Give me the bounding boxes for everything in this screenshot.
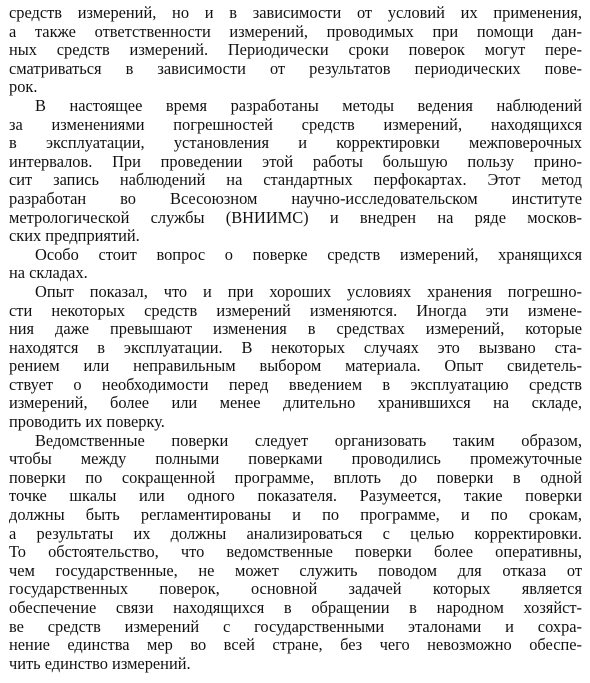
paragraph-warehouse-storage xyxy=(9,246,582,283)
text-line: сти некоторых средств измерений изменяются. Иногда эти измене- xyxy=(9,300,582,320)
text-line: ских предприятий. xyxy=(9,226,140,246)
text-line: на складах. xyxy=(9,263,88,283)
text-line: ве средств измерений с государственными эталонами и сохра- xyxy=(9,616,582,636)
text-line: интервалов. При проведении этой работы большую пользу прино- xyxy=(9,151,582,171)
text-line: проводить их поверку. xyxy=(9,412,165,432)
text-line: точке шкалы или одного показателя. Разумеется, такие поверки xyxy=(9,486,582,506)
text-line: Ведомственные поверки следует организовать таким образом, xyxy=(35,430,582,450)
text-line: разработан во Всесоюзном научно-исследовательском институте xyxy=(9,188,582,208)
text-line: должны быть регламентированы и по программе, и по срокам, xyxy=(9,505,582,525)
text-line: В настоящее время разработаны методы ведения наблюдений xyxy=(35,95,582,115)
text-line: метрологической службы (ВНИИМС) и внедрен на ряде москов- xyxy=(9,207,582,227)
text-line: Особо стоит вопрос о поверке средств измерений, хранящихся xyxy=(35,244,582,264)
text-line: ных средств измерений. Периодически сроки поверок могут пере- xyxy=(9,40,582,60)
text-line: ствует о необходимости перед введением в эксплуатацию средств xyxy=(9,374,582,394)
text-line: чтобы между полными поверками проводились промежуточные xyxy=(9,449,582,469)
text-line: сматриваться в зависимости от результатов периодических пове- xyxy=(9,58,582,78)
text-line: рением или неправильным выбором материала. Опыт свидетель- xyxy=(9,356,582,376)
paragraph-departmental-verification xyxy=(9,432,582,674)
paragraph-storage-experience xyxy=(9,283,582,432)
text-line: за изменениями погрешностей средств измерений, находящихся xyxy=(9,114,582,134)
paragraph-verification-periods xyxy=(9,4,582,97)
text-line: чить единство измерений. xyxy=(9,653,191,673)
text-line: поверки по сокращенной программе, вплоть до поверки в одной xyxy=(9,467,582,487)
paragraph-observation-methods xyxy=(9,97,582,246)
text-line: в эксплуатации, установления и корректировки межповерочных xyxy=(9,133,582,153)
text-line: государственных поверок, основной задачей которых является xyxy=(9,579,582,599)
text-line: а также ответственности измерений, проводимых при помощи дан- xyxy=(9,21,582,41)
text-line: нение единства мер во всей стране, без чего невозможно обеспе- xyxy=(9,635,582,655)
text-line: чем государственные, не может служить поводом для отказа от xyxy=(9,560,582,580)
text-line: Опыт показал, что и при хороших условиях хранения погрешно- xyxy=(35,281,582,301)
text-line: То обстоятельство, что ведомственные поверки более оперативны, xyxy=(9,542,582,562)
text-line: находятся в эксплуатации. В некоторых случаях это вызвано ста- xyxy=(9,337,582,357)
text-line: ния даже превышают изменения в средствах измерений, которые xyxy=(9,319,582,339)
text-line: обеспечение связи находящихся в обращении в народном хозяйст- xyxy=(9,598,582,617)
text-line: измерений, более или менее длительно хранившихся на складе, xyxy=(9,393,582,413)
text-line: средств измерений, но и в зависимости от условий их применения, xyxy=(9,3,582,22)
text-line: рок. xyxy=(9,77,38,97)
text-line: а результаты их должны анализироваться с целью корректировки. xyxy=(9,523,582,543)
text-line: сит запись наблюдений на стандартных перфокартах. Этот метод xyxy=(9,170,582,190)
